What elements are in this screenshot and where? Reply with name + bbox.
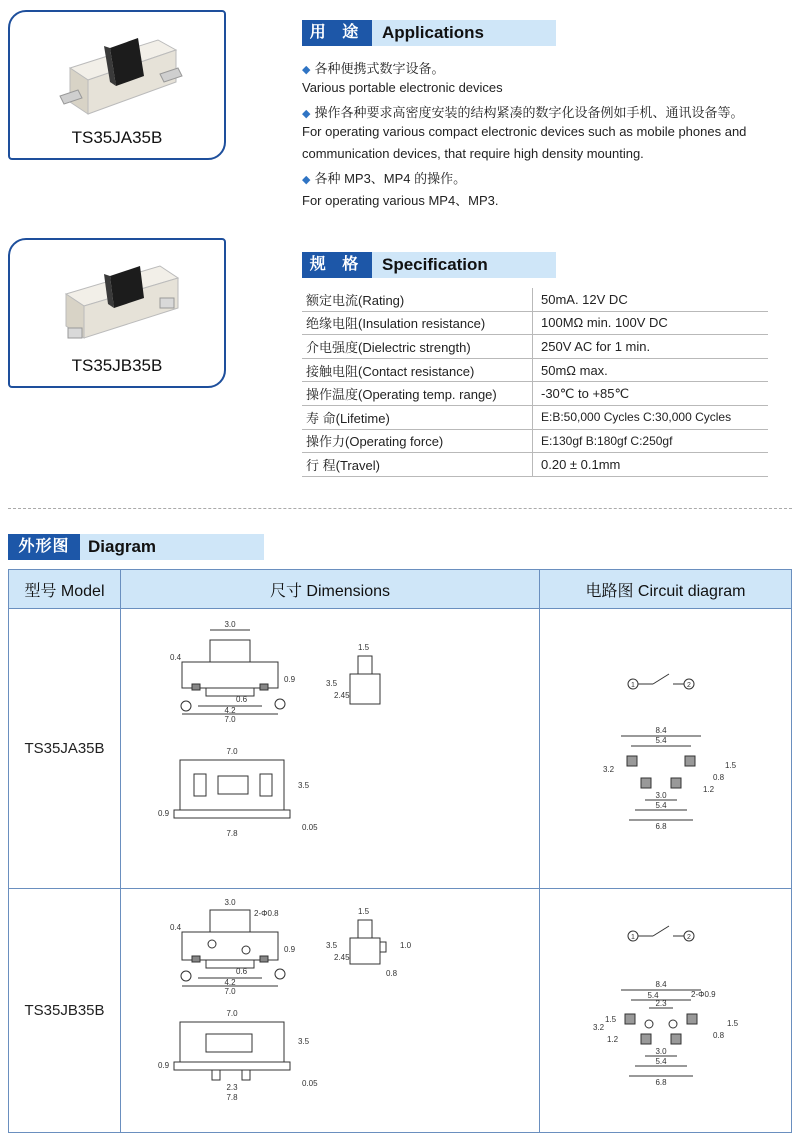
application-text: Various portable electronic devices bbox=[302, 80, 503, 95]
dim-label: 8.4 bbox=[655, 980, 667, 989]
spec-label: 绝缘电阻(Insulation resistance) bbox=[302, 311, 533, 335]
spec-row bbox=[302, 453, 768, 477]
dim-label: 7.0 bbox=[224, 987, 236, 996]
spec-label: 操作力(Operating force) bbox=[302, 429, 533, 453]
spec-row bbox=[302, 335, 768, 359]
dim-label: 3.0 bbox=[224, 620, 236, 629]
dim-label: 5.4 bbox=[655, 736, 667, 745]
dim-label: 5.4 bbox=[647, 991, 659, 1000]
application-line bbox=[302, 146, 644, 161]
dim-label: 3.2 bbox=[593, 1023, 605, 1032]
dim-label: 5.4 bbox=[655, 801, 667, 810]
specification-zh-title: 规 格 bbox=[302, 252, 372, 278]
product-name: TS35JA35B bbox=[71, 128, 163, 147]
dim-label: 3.0 bbox=[655, 1047, 667, 1056]
dim-label: 0.6 bbox=[236, 695, 248, 704]
application-line bbox=[302, 190, 499, 209]
dim-label: 3.5 bbox=[298, 1037, 310, 1046]
application-text: communication devices, that require high density mounting. bbox=[302, 146, 644, 161]
model-cell: TS35JB35B bbox=[9, 889, 121, 1133]
spec-row bbox=[302, 358, 768, 382]
application-text: 操作各种要求高密度安装的结构紧凑的数字化设备例如手机、通讯设备等。 bbox=[314, 105, 744, 120]
specification-en-title: Specification bbox=[382, 255, 488, 274]
dim-label: 1.0 bbox=[400, 941, 412, 950]
dim-label: 6.8 bbox=[655, 1078, 667, 1087]
circuit-drawing-ja bbox=[540, 609, 792, 889]
diamond-bullet-icon: ◆ bbox=[302, 64, 311, 76]
diamond-bullet-icon: ◆ bbox=[302, 174, 311, 186]
diagram-table bbox=[8, 569, 792, 1133]
dim-label: 0.4 bbox=[170, 653, 182, 662]
dim-label: 6.8 bbox=[655, 822, 667, 831]
dim-label: 0.8 bbox=[713, 1031, 725, 1040]
dim-label: 1.5 bbox=[358, 643, 370, 652]
spec-label: 额定电流(Rating) bbox=[302, 288, 533, 311]
dim-label: 2.45 bbox=[334, 953, 350, 962]
dim-label: 0.9 bbox=[158, 809, 170, 818]
specification-header bbox=[302, 252, 556, 278]
dim-label: 2-Φ0.9 bbox=[691, 990, 716, 999]
diagram-zh-title: 外形图 bbox=[8, 534, 80, 560]
diagram-header bbox=[8, 534, 264, 560]
applications-en-title: Applications bbox=[382, 23, 485, 42]
spec-label: 行 程(Travel) bbox=[302, 453, 533, 477]
dim-label: 2.3 bbox=[655, 999, 667, 1008]
dim-label: 0.6 bbox=[236, 967, 248, 976]
dimensions-drawing-ja bbox=[121, 609, 540, 889]
applications-header bbox=[302, 20, 556, 46]
switch-photo-ja bbox=[48, 20, 188, 120]
application-line bbox=[302, 58, 444, 77]
spec-row bbox=[302, 382, 768, 406]
dim-label: 4.2 bbox=[224, 978, 236, 987]
circuit-drawing-jb bbox=[540, 889, 792, 1133]
dim-label: 0.05 bbox=[302, 1079, 318, 1088]
spec-label: 介电强度(Dielectric strength) bbox=[302, 335, 533, 359]
circuit-pin: 1 bbox=[631, 682, 635, 689]
dim-label: 0.9 bbox=[284, 675, 296, 684]
dim-label: 2.3 bbox=[226, 1083, 238, 1092]
spec-row bbox=[302, 405, 768, 429]
dim-label: 3.0 bbox=[224, 898, 236, 907]
circuit-pin: 1 bbox=[631, 934, 635, 941]
dim-label: 7.0 bbox=[226, 1009, 238, 1018]
spec-value: 100MΩ min. 100V DC bbox=[533, 311, 769, 335]
spec-value: 50mΩ max. bbox=[533, 358, 769, 382]
application-text: For operating various MP4、MP3. bbox=[302, 193, 499, 208]
applications-zh-title: 用 途 bbox=[302, 20, 372, 46]
circuit-pin: 2 bbox=[687, 934, 691, 941]
dim-label: 1.2 bbox=[607, 1035, 619, 1044]
dim-label: 0.9 bbox=[284, 945, 296, 954]
spec-value: 0.20 ± 0.1mm bbox=[533, 453, 769, 477]
dim-label: 0.05 bbox=[302, 823, 318, 832]
application-text: 各种 MP3、MP4 的操作。 bbox=[314, 171, 467, 186]
application-line bbox=[302, 168, 466, 187]
dim-label: 3.5 bbox=[326, 941, 338, 950]
dim-label: 1.5 bbox=[358, 907, 370, 916]
dim-label: 1.5 bbox=[727, 1019, 739, 1028]
product-card-ts35jb35b bbox=[8, 238, 226, 388]
dim-label: 7.0 bbox=[226, 747, 238, 756]
model-cell: TS35JA35B bbox=[9, 609, 121, 889]
spec-label: 寿 命(Lifetime) bbox=[302, 405, 533, 429]
dim-label: 0.4 bbox=[170, 923, 182, 932]
spec-value: 50mA. 12V DC bbox=[533, 288, 769, 311]
diamond-bullet-icon: ◆ bbox=[302, 108, 311, 120]
application-line bbox=[302, 102, 743, 121]
application-line bbox=[302, 124, 746, 139]
application-line bbox=[302, 80, 503, 95]
spec-value: -30℃ to +85℃ bbox=[533, 382, 769, 406]
diagram-en-title: Diagram bbox=[88, 537, 157, 556]
dim-label: 1.5 bbox=[605, 1015, 617, 1024]
dim-label: 3.0 bbox=[655, 791, 667, 800]
dim-label: 0.9 bbox=[158, 1061, 170, 1070]
circuit-pin: 2 bbox=[687, 682, 691, 689]
dim-label: 7.0 bbox=[224, 715, 236, 724]
col-circuit: 电路图 Circuit diagram bbox=[540, 570, 792, 609]
spec-label: 接触电阻(Contact resistance) bbox=[302, 358, 533, 382]
dimensions-drawing-jb bbox=[121, 889, 540, 1133]
spec-value: 250V AC for 1 min. bbox=[533, 335, 769, 359]
dim-label: 3.2 bbox=[603, 765, 615, 774]
dim-label: 7.8 bbox=[226, 1093, 238, 1102]
product-name: TS35JB35B bbox=[71, 356, 163, 375]
section-divider bbox=[8, 508, 792, 509]
dim-label: 4.2 bbox=[224, 706, 236, 715]
dim-label: 8.4 bbox=[655, 726, 667, 735]
dim-label: 0.8 bbox=[713, 773, 725, 782]
dim-label: 2.45 bbox=[334, 691, 350, 700]
product-card-ts35ja35b bbox=[8, 10, 226, 160]
col-model: 型号 Model bbox=[9, 570, 121, 609]
dim-label: 5.4 bbox=[655, 1057, 667, 1066]
dim-label: 1.5 bbox=[725, 761, 737, 770]
dim-label: 7.8 bbox=[226, 829, 238, 838]
dim-label: 2-Φ0.8 bbox=[254, 909, 279, 918]
switch-photo-jb bbox=[48, 248, 188, 348]
spec-value: E:130gf B:180gf C:250gf bbox=[533, 429, 769, 453]
application-text: 各种便携式数字设备。 bbox=[314, 61, 445, 76]
dim-label: 3.5 bbox=[326, 679, 338, 688]
dim-label: 0.8 bbox=[386, 969, 398, 978]
dim-label: 3.5 bbox=[298, 781, 310, 790]
specification-table bbox=[302, 288, 768, 477]
spec-value: E:B:50,000 Cycles C:30,000 Cycles bbox=[533, 405, 769, 429]
dim-label: 1.2 bbox=[703, 785, 715, 794]
spec-row bbox=[302, 288, 768, 311]
application-text: For operating various compact electronic devices such as mobile phones and bbox=[302, 124, 747, 139]
spec-row bbox=[302, 429, 768, 453]
spec-label: 操作温度(Operating temp. range) bbox=[302, 382, 533, 406]
col-dimensions: 尺寸 Dimensions bbox=[121, 570, 540, 609]
spec-row bbox=[302, 311, 768, 335]
